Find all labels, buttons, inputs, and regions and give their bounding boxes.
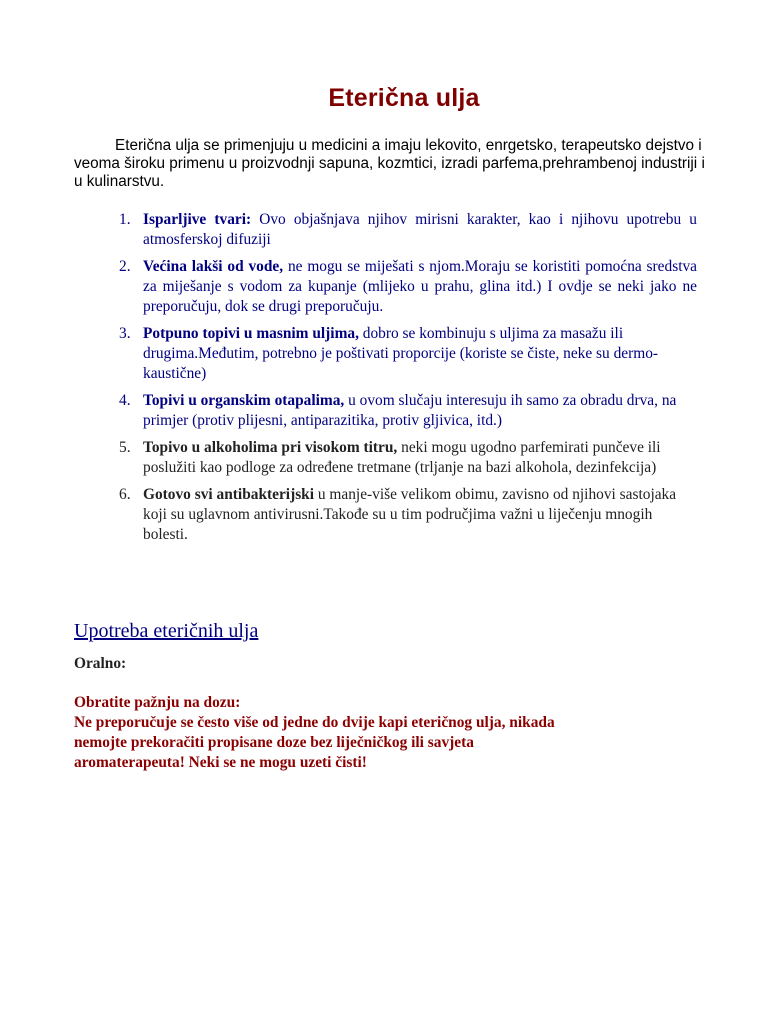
page-title: Eterična ulja bbox=[328, 84, 480, 112]
list-item-bold: Gotovo svi antibakterijski bbox=[143, 486, 315, 503]
list-item-text: dobro se kombinuju s uljima za masažu ili drugima.Međutim, potrebno je poštivati proporcije (koriste se čiste, neke su dermo-kaustične) bbox=[143, 325, 659, 382]
list-item-text: neki mogu ugodno parfemirati punčeve ili poslužiti kao podloge za određene tretmane (trljanje na bazi alkohola, dezinfekcija) bbox=[143, 439, 661, 476]
list-item-number: 4. bbox=[119, 392, 131, 409]
list-item bbox=[119, 257, 697, 317]
properties-list bbox=[0, 210, 768, 552]
list-item bbox=[119, 438, 697, 478]
list-item-bold: Topivo u alkoholima pri visokom titru, bbox=[143, 439, 398, 456]
list-item-bold: Potpuno topivi u masnim uljima, bbox=[143, 325, 359, 342]
warning-line: nemojte prekoračiti propisane doze bez liječničkog ili savjeta bbox=[74, 734, 474, 751]
list-item-number: 2. bbox=[119, 258, 131, 275]
list-item-text: ne mogu se miješati s njom.Moraju se koristiti pomoćna sredstva za miješanje s vodom za kupanje (mlijeko u prahu, glina itd.) I ovdje se neki jako ne preporučuju, dok se drugi preporučuju. bbox=[143, 258, 697, 315]
list-item-bold: Topivi u organskim otapalima, bbox=[143, 392, 345, 409]
warning-title: Obratite pažnju na dozu: bbox=[74, 694, 241, 711]
oralno-label: Oralno: bbox=[74, 655, 127, 672]
list-item bbox=[119, 210, 697, 250]
section-heading-link[interactable]: Upotreba eteričnih ulja bbox=[74, 620, 259, 642]
list-item-number: 6. bbox=[119, 486, 131, 503]
list-item-bold: Većina lakši od vode, bbox=[143, 258, 284, 275]
dose-warning bbox=[74, 693, 674, 773]
list-item bbox=[119, 391, 697, 431]
list-item-bold: Isparljive tvari: bbox=[143, 211, 252, 228]
intro-paragraph: Eterična ulja se primenjuju u medicini a imaju lekovito, enrgetsko, terapeutsko dejstvo i veoma široku primenu u proizvodnji sapuna, kozmtici, izradi parfema,prehrambenoj industriji i u kulinarstvu. bbox=[74, 137, 705, 190]
list-item-number: 1. bbox=[119, 211, 131, 228]
list-item-number: 5. bbox=[119, 439, 131, 456]
list-item-text: u ovom slučaju interesuju ih samo za obradu drva, na primjer (protiv plijesni, antiparazitika, protiv gljivica, itd.) bbox=[143, 392, 677, 429]
warning-line: Ne preporučuje se često više od jedne do dvije kapi eteričnog ulja, nikada bbox=[74, 714, 555, 731]
list-item-number: 3. bbox=[119, 325, 131, 342]
list-item bbox=[119, 324, 697, 384]
list-item-text: u manje-više velikom obimu, zavisno od njihovi sastojaka koji su uglavnom antivirusni.Takođe su u tim područjima važni u liječenju mnogih bolesti. bbox=[143, 486, 677, 543]
list-item-text: Ovo objašnjava njihov mirisni karakter, kao i njihovu upotrebu u atmosferskoj difuziji bbox=[143, 211, 697, 248]
list-item bbox=[119, 485, 697, 545]
warning-line: aromaterapeuta! Neki se ne mogu uzeti čisti! bbox=[74, 754, 367, 771]
